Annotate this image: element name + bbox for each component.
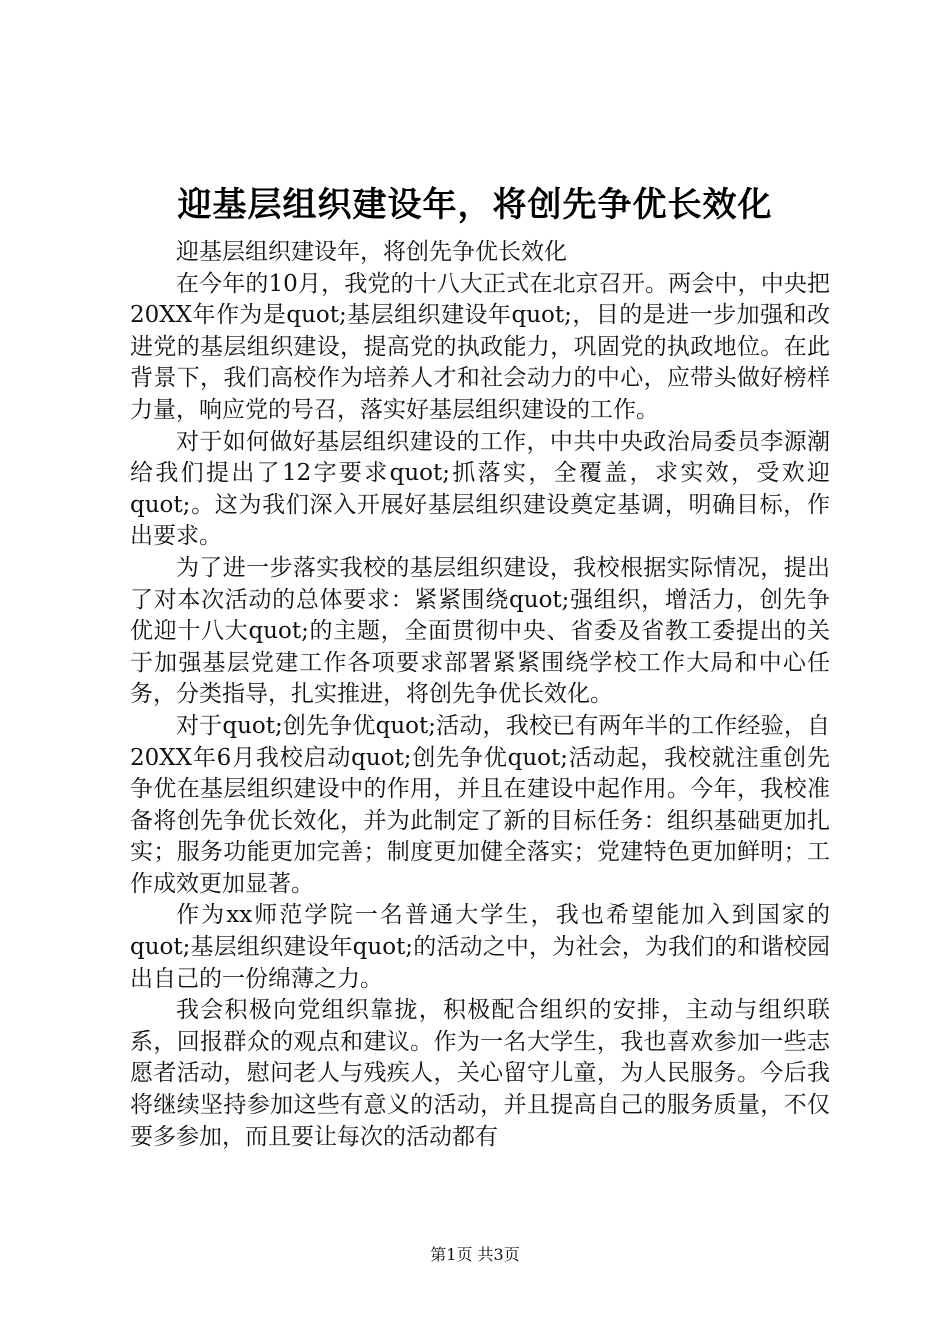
paragraph: 在今年的10月，我党的十八大正式在北京召开。两会中，中央把20XX年作为是quot;基层组织建设年quot;，目的是进一步加强和改进党的基层组织建设，提高党的执政能力，巩固党的执政地位。在此背景下，我们高校作为培养人才和社会动力的中心，应带头做好榜样力量，响应党的号召，落实好基层组织建设的工作。 <box>130 270 830 423</box>
paragraph-subtitle: 迎基层组织建设年，将创先争优长效化 <box>176 239 567 265</box>
paragraph: 对于如何做好基层组织建设的工作，中共中央政治局委员李源潮给我们提出了12字要求quot;抓落实，全覆盖，求实效，受欢迎quot;。这为我们深入开展好基层组织建设奠定基调，明确目标，作出要求。 <box>130 428 830 550</box>
document-body <box>130 237 830 1153</box>
document-title: 迎基层组织建设年，将创先争优长效化 <box>177 185 773 225</box>
paragraph: 作为xx师范学院一名普通大学生，我也希望能加入到国家的quot;基层组织建设年quot;的活动之中，为社会，为我们的和谐校园出自己的一份绵薄之力。 <box>130 902 830 992</box>
paragraph: 对于quot;创先争优quot;活动，我校已有两年半的工作经验，自20XX年6月我校启动quot;创先争优quot;活动起，我校就注重创先争优在基层组织建设中的作用，并且在建设中起作用。今年，我校准备将创先争优长效化，并为此制定了新的目标任务：组织基础更加扎实；服务功能更加完善；制度更加健全落实；党建特色更加鲜明；工作成效更加显著。 <box>130 712 830 897</box>
paragraph: 我会积极向党组织靠拢，积极配合组织的安排，主动与组织联系，回报群众的观点和建议。作为一名大学生，我也喜欢参加一些志愿者活动，慰问老人与残疾人，关心留守儿童，为人民服务。今后我将继续坚持参加这些有意义的活动，并且提高自己的服务质量，不仅要多参加，而且要让每次的活动都有 <box>130 997 830 1150</box>
paragraph: 为了进一步落实我校的基层组织建设，我校根据实际情况，提出了对本次活动的总体要求：紧紧围绕quot;强组织，增活力，创先争优迎十八大quot;的主题，全面贯彻中央、省委及省教工委提出的关于加强基层党建工作各项要求部署紧紧围绕学校工作大局和中心任务，分类指导，扎实推进，将创先争优长效化。 <box>130 554 830 708</box>
page-number-footer: 第1页 共3页 <box>430 1245 520 1264</box>
